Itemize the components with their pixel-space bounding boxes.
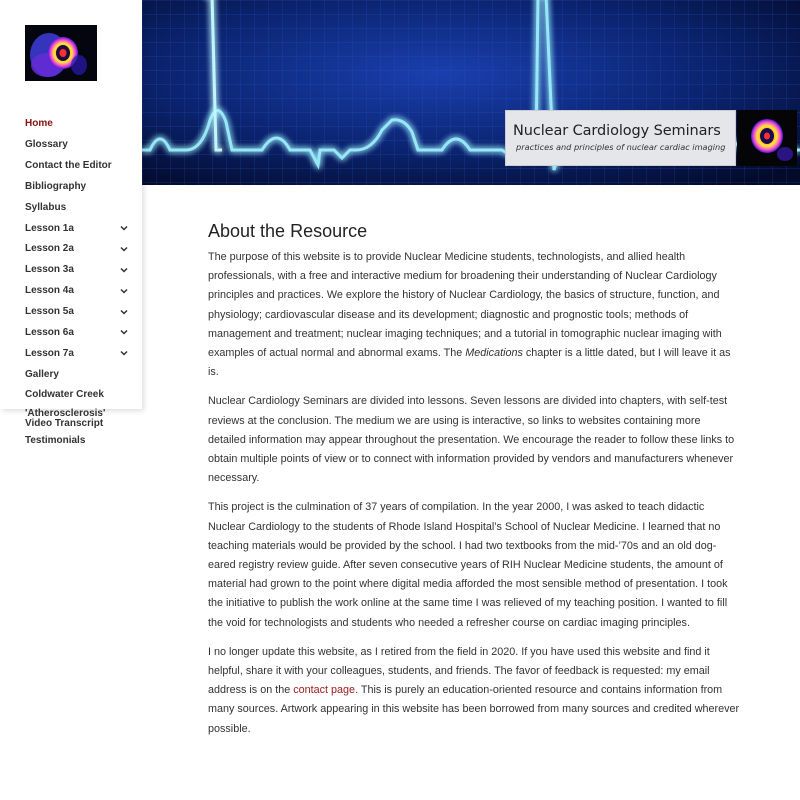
chevron-down-icon[interactable] <box>120 328 128 336</box>
paragraph-text: chapter is a little dated, but I will leave it as is. <box>208 347 731 379</box>
chevron-down-icon[interactable] <box>120 224 128 232</box>
sidebar-item-label: Gallery <box>25 368 59 380</box>
chevron-down-icon[interactable] <box>120 349 128 357</box>
sidebar-item-label: 'Atherosclerosis' Video Transcript <box>25 407 106 429</box>
sidebar-item-testimonials[interactable] <box>0 431 142 452</box>
sidebar-item-lesson-7a[interactable] <box>0 343 142 364</box>
sidebar-item-glossary[interactable] <box>0 135 142 156</box>
sidebar-item-lesson-2a[interactable] <box>0 239 142 260</box>
sidebar-item-lesson-3a[interactable] <box>0 260 142 281</box>
history-paragraph: This project is the culmination of 37 years of compilation. In the year 2000, I was asked to teach didactic Nuclear Cardiology to the students of Rhode Island Hospital’s School of Nuclear Medicine. I learned that no teaching materials would be provided by the school. I had two textbooks from the mid-’70s and an old dog-eared registry review guide. After seven consecutive years of RIH Nuclear Medicine students, the amount of material had grown to the point where digital media afforded the most sensible method of presentation. I took the initiative to publish the work online at the same time I was relieved of my teaching position. I wanted to fill the void for technologists and students who needed a refresher course on cardiac imaging principles. <box>208 501 728 629</box>
sidebar-item-label: Glossary <box>25 139 68 151</box>
sidebar-item-label: Lesson 6a <box>25 326 74 338</box>
sidebar-item-label: Lesson 1a <box>25 222 74 234</box>
sidebar-item-label: Coldwater Creek <box>25 389 104 401</box>
sidebar-item-label: Lesson 4a <box>25 285 74 297</box>
sidebar-item-lesson-1a[interactable] <box>0 218 142 239</box>
medications-emphasis: Medications <box>465 347 523 360</box>
heart-scan-logo-icon[interactable] <box>25 25 97 81</box>
sidebar-item-lesson-5a[interactable] <box>0 302 142 323</box>
paragraph-text: I no longer update this website, as I retired from the field in 2020. If you have used this website and find it helpful, share it with your colleagues, students, and friends. The favor of feedback is requested: my email address is on the <box>208 645 710 697</box>
sidebar-item-label: Syllabus <box>25 201 67 213</box>
sidebar-item-coldwater-creek[interactable] <box>0 385 142 406</box>
sidebar-item-label: Lesson 3a <box>25 264 74 276</box>
chevron-down-icon[interactable] <box>120 266 128 274</box>
contact-page-link[interactable]: contact page <box>293 684 356 697</box>
chevron-down-icon[interactable] <box>120 287 128 295</box>
paragraph-text: The purpose of this website is to provide Nuclear Medicine students, technologists, and allied health professionals, with a free and interactive medium for broadening their understanding of Nuclear Cardiology principles and practices. We explore the history of Nuclear Cardiology, the basics of structure, function, and physiology; cardiovascular disease and its development; diagnostic and prognostic tools; methods of management and treatment; nuclear imaging techniques; and a tutorial in tomographic nuclear imaging with examples of actual normal and abnormal exams. The <box>208 251 722 360</box>
page-heading: About the Resource <box>208 221 368 241</box>
sidebar-item-lesson-6a[interactable] <box>0 322 142 343</box>
heart-scan-thumbnail-icon <box>737 110 797 166</box>
intro-paragraph <box>208 248 740 382</box>
sidebar-item-lesson-4a[interactable] <box>0 281 142 302</box>
sidebar-item-home[interactable] <box>0 114 142 135</box>
lessons-paragraph: Nuclear Cardiology Seminars are divided into lessons. Seven lessons are divided into chapters, with self-test reviews at the conclusion. The medium we are using is interactive, so links to websites containing more detailed information may appear throughout the presentation. We encourage the reader to follow these links to obtain multiple points of view or to connect with information provided by vendors and manufacturers whenever necessary. <box>208 395 735 485</box>
sidebar-item-bibliography[interactable] <box>0 177 142 198</box>
sidebar <box>0 0 142 800</box>
chevron-down-icon[interactable] <box>120 308 128 316</box>
site-tagline: practices and principles of nuclear cardiac imaging <box>516 142 726 152</box>
sidebar-item-label: Contact the Editor <box>25 160 112 172</box>
sidebar-item-label: Home <box>25 118 53 130</box>
main-navigation-menu <box>0 114 142 452</box>
sidebar-item-label: Lesson 2a <box>25 243 74 255</box>
sidebar-item-gallery[interactable] <box>0 364 142 385</box>
sidebar-item-label: Lesson 5a <box>25 306 74 318</box>
sidebar-item-label: Testimonials <box>25 435 86 447</box>
sidebar-item-contact-the-editor[interactable] <box>0 156 142 177</box>
sidebar-item-label: Bibliography <box>25 180 87 192</box>
main-content <box>208 218 740 749</box>
paragraph-text: . This is purely an education-oriented resource and contains information from many sources. Artwork appearing in this website has been borrowed from many sources and credited wherever possible. <box>208 684 740 735</box>
sidebar-item-syllabus[interactable] <box>0 197 142 218</box>
chevron-down-icon[interactable] <box>120 245 128 253</box>
site-title-box[interactable] <box>505 110 736 166</box>
header-banner <box>142 0 800 185</box>
site-title: Nuclear Cardiology Seminars <box>513 123 721 139</box>
feedback-paragraph <box>208 643 740 739</box>
sidebar-item-label: Lesson 7a <box>25 347 74 359</box>
